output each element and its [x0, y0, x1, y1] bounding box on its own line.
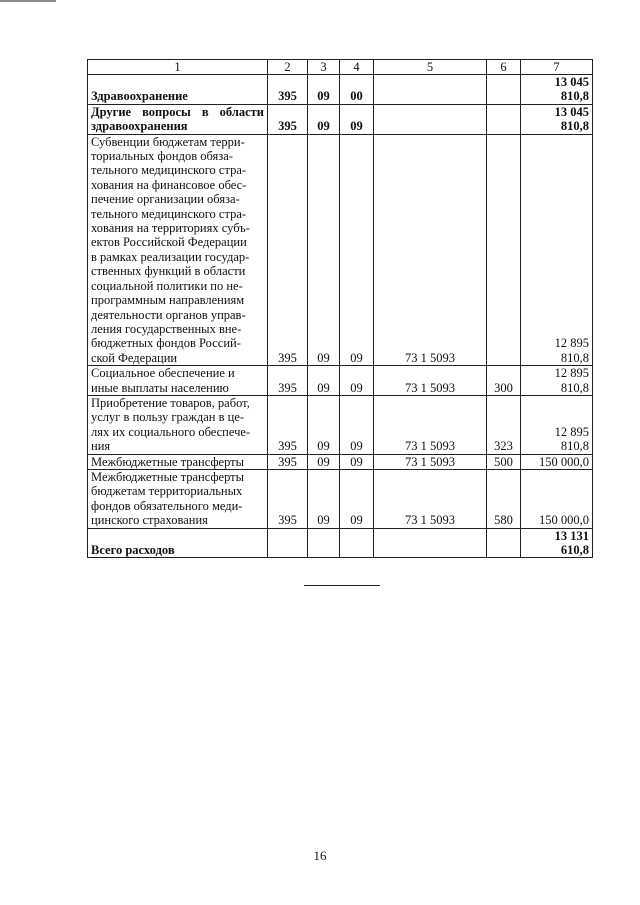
cell-expense-type: 580	[487, 469, 521, 528]
cell-section-code: 09	[308, 469, 340, 528]
cell-section-code: 09	[308, 454, 340, 469]
page-number: 16	[313, 848, 327, 863]
row-description: Социальное обеспечение и иные выплаты населению	[88, 366, 268, 396]
cell-section-code: 09	[308, 395, 340, 454]
cell-section-code	[308, 528, 340, 558]
table-row	[88, 75, 593, 105]
cell-section-code: 09	[308, 104, 340, 134]
cell-ministry-code: 395	[268, 395, 308, 454]
cell-ministry-code: 395	[268, 366, 308, 396]
table-row	[88, 366, 593, 396]
cell-amount: 12 895 810,8	[521, 366, 593, 396]
cell-section-code: 09	[308, 134, 340, 366]
row-description: Приобретение товаров, работ, услуг в пользу граждан в це- лях их социального обеспече- ния	[88, 395, 268, 454]
cell-expense-type	[487, 134, 521, 366]
table-header-row	[88, 60, 593, 75]
cell-target-code	[374, 104, 487, 134]
cell-expense-type: 500	[487, 454, 521, 469]
cell-ministry-code: 395	[268, 104, 308, 134]
cell-expense-type: 300	[487, 366, 521, 396]
cell-expense-type	[487, 528, 521, 558]
cell-subsection-code	[340, 528, 374, 558]
column-header: 5	[374, 60, 487, 75]
column-header: 7	[521, 60, 593, 75]
row-description: Всего расходов	[88, 528, 268, 558]
row-description: Межбюджетные трансферты	[88, 454, 268, 469]
table-row	[88, 395, 593, 454]
column-header: 2	[268, 60, 308, 75]
cell-target-code: 73 1 5093	[374, 469, 487, 528]
cell-amount: 12 895 810,8	[521, 395, 593, 454]
cell-amount: 12 895 810,8	[521, 134, 593, 366]
cell-target-code: 73 1 5093	[374, 395, 487, 454]
column-header: 6	[487, 60, 521, 75]
cell-section-code: 09	[308, 366, 340, 396]
cell-subsection-code: 09	[340, 469, 374, 528]
table-row	[88, 134, 593, 366]
table-row	[88, 454, 593, 469]
cell-target-code: 73 1 5093	[374, 366, 487, 396]
cell-subsection-code: 00	[340, 75, 374, 105]
table-row	[88, 469, 593, 528]
cell-ministry-code: 395	[268, 75, 308, 105]
row-description: Межбюджетные трансферты бюджетам территориальных фондов обязательного меди- цинского страхования	[88, 469, 268, 528]
table-row	[88, 104, 593, 134]
row-description: Другие вопросы в области здравоохранения	[88, 104, 268, 134]
cell-subsection-code: 09	[340, 366, 374, 396]
cell-amount: 13 131 610,8	[521, 528, 593, 558]
cell-target-code: 73 1 5093	[374, 454, 487, 469]
cell-amount: 13 045 810,8	[521, 75, 593, 105]
cell-ministry-code: 395	[268, 454, 308, 469]
row-description: Здравоохранение	[88, 75, 268, 105]
cell-amount: 150 000,0	[521, 469, 593, 528]
cell-ministry-code: 395	[268, 134, 308, 366]
column-header: 4	[340, 60, 374, 75]
column-header: 1	[88, 60, 268, 75]
cell-subsection-code: 09	[340, 454, 374, 469]
cell-amount: 13 045 810,8	[521, 104, 593, 134]
cell-subsection-code: 09	[340, 134, 374, 366]
cell-subsection-code: 09	[340, 104, 374, 134]
row-description: Субвенции бюджетам терри- ториальных фондов обяза- тельного медицинского стра- хования на финансовое обес- печение организации обяза- тельного медицинского стра- хования на территориях субъ- ектов Российской Федерации в рамках реализации государ- ственных функций в области социальной политики по не- программным направлениям деятельности органов управ- ления государственных вне- бюджетных фондов Россий- ской Федерации	[88, 134, 268, 366]
budget-table	[87, 59, 593, 558]
cell-target-code: 73 1 5093	[374, 134, 487, 366]
cell-ministry-code: 395	[268, 469, 308, 528]
cell-target-code	[374, 75, 487, 105]
column-header: 3	[308, 60, 340, 75]
cell-expense-type: 323	[487, 395, 521, 454]
scan-corner-mark	[0, 0, 56, 2]
cell-subsection-code: 09	[340, 395, 374, 454]
cell-expense-type	[487, 104, 521, 134]
cell-target-code	[374, 528, 487, 558]
separator-line	[304, 585, 380, 586]
cell-amount: 150 000,0	[521, 454, 593, 469]
cell-section-code: 09	[308, 75, 340, 105]
cell-ministry-code	[268, 528, 308, 558]
cell-expense-type	[487, 75, 521, 105]
table-total-row	[88, 528, 593, 558]
